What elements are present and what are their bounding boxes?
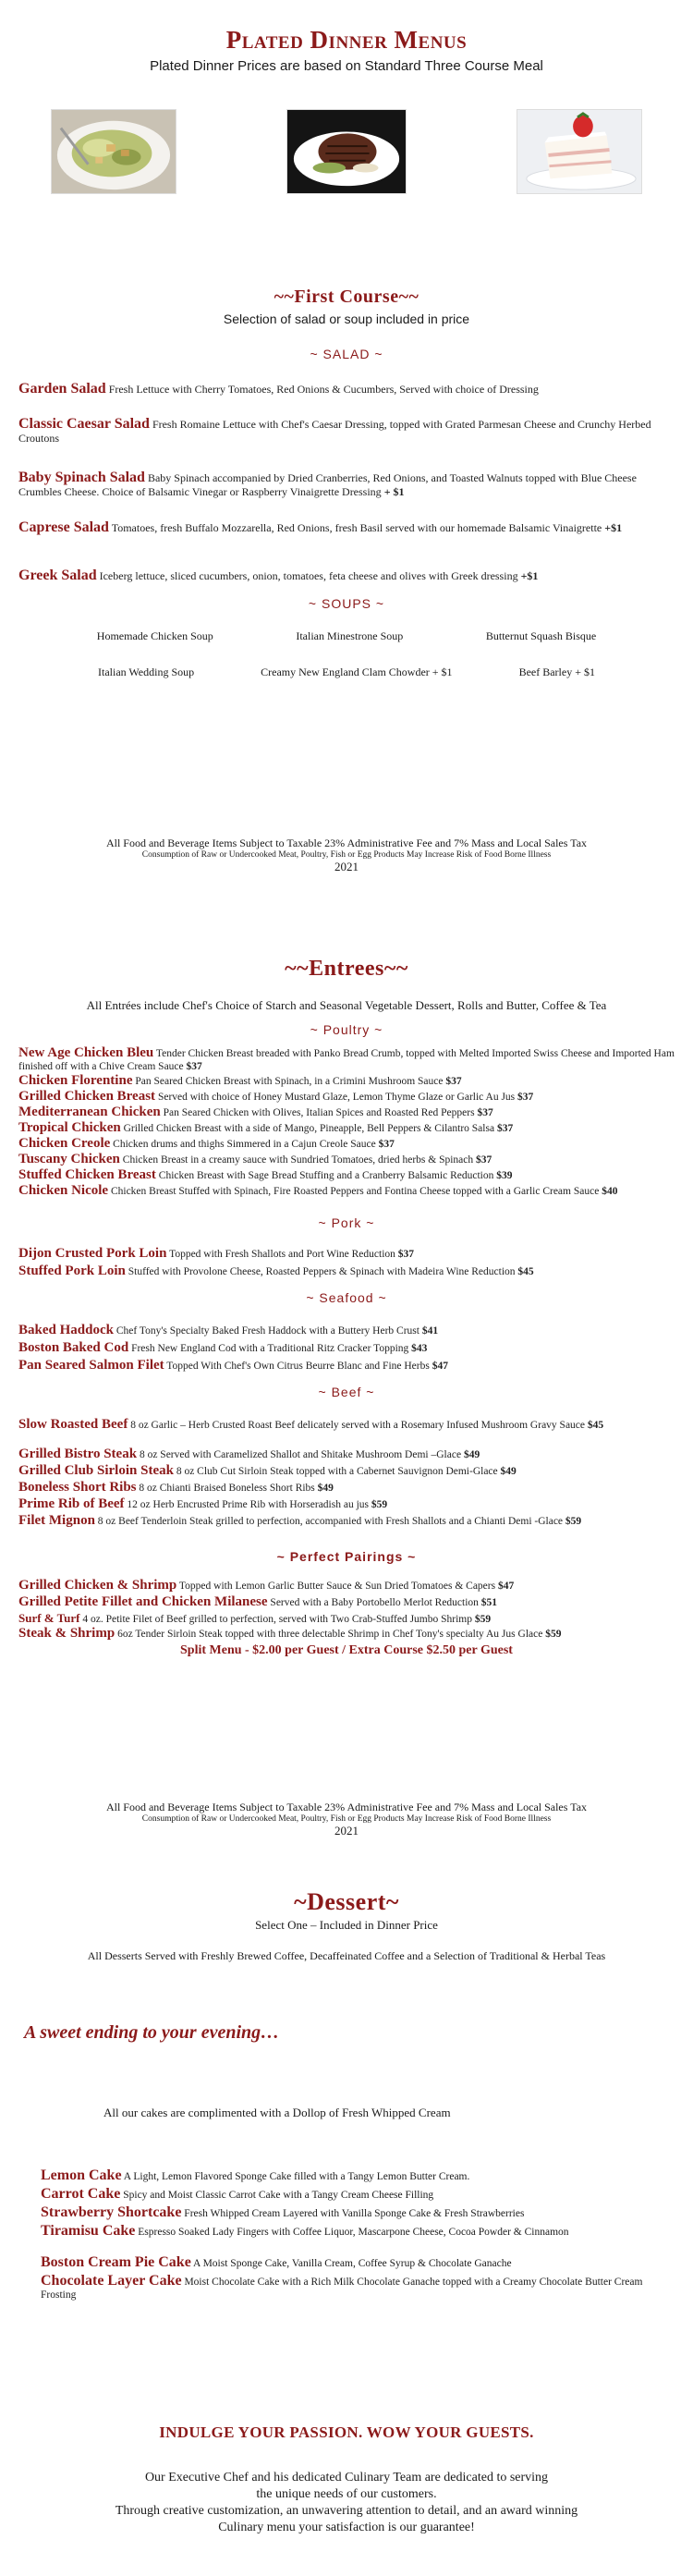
item-desc: Fresh New England Cod with a Traditional Ritz Cracker Topping xyxy=(128,1343,412,1354)
list-item xyxy=(0,1514,693,1549)
item-name: Chicken Creole xyxy=(18,1136,111,1151)
list-item xyxy=(0,1247,693,1264)
item-price: $47 xyxy=(432,1361,448,1372)
dessert-subtitle: Select One – Included in Dinner Price xyxy=(255,1918,438,1932)
closing-section xyxy=(0,2423,693,2536)
item-price: +$1 xyxy=(604,521,623,534)
salad-heading: ~ SALAD ~ xyxy=(310,347,383,361)
poultry-list xyxy=(0,1046,693,1215)
closing-line: Culinary menu your satisfaction is our guarantee! xyxy=(218,2521,475,2534)
list-item xyxy=(0,1447,693,1464)
pork-list xyxy=(0,1247,693,1290)
list-item xyxy=(0,1153,693,1168)
item-desc: Chicken drums and thighs Simmered in a Cajun Creole Sauce xyxy=(110,1139,379,1150)
item-desc: 6oz Tender Sirloin Steak topped with three delectable Shrimp in Chef Tony's specialty Au Jus Glace xyxy=(115,1629,546,1640)
item-name: Carrot Cake xyxy=(41,2186,121,2202)
item-name: Grilled Chicken & Shrimp xyxy=(18,1578,177,1593)
beef-list xyxy=(0,1418,693,1549)
item-price: $39 xyxy=(496,1170,513,1181)
item-price: $37 xyxy=(378,1139,395,1150)
item-price: $37 xyxy=(186,1061,202,1072)
pairings-list xyxy=(0,1579,693,1643)
cake-list xyxy=(0,2169,693,2306)
item-price: $37 xyxy=(517,1092,534,1103)
page-title: Plated Dinner Menus xyxy=(225,26,468,54)
soups-row-1 xyxy=(0,629,693,643)
item-desc: 8 oz Beef Tenderloin Steak grilled to perfection, accompanied with Fresh Shallots and a Chianti Demi -Glace xyxy=(94,1516,565,1527)
item-desc: Tomatoes, fresh Buffalo Mozzarella, Red Onions, fresh Basil served with our homemade Balsamic Vinaigrette xyxy=(108,521,605,534)
item-desc: Topped With Chef's Own Citrus Beurre Blanc and Fine Herbs xyxy=(164,1361,432,1372)
list-item: Italian Wedding Soup xyxy=(98,665,195,678)
list-item: Creamy New England Clam Chowder + $1 xyxy=(261,665,453,678)
item-price: $47 xyxy=(497,1581,515,1592)
item-name: Slow Roasted Beef xyxy=(18,1417,128,1432)
item-desc: Topped with Lemon Garlic Butter Sauce & Sun Dried Tomatoes & Capers xyxy=(176,1581,498,1592)
item-desc: 12 oz Herb Encrusted Prime Rib with Horseradish au jus xyxy=(124,1499,371,1510)
first-course-title: ~~First Course~~ xyxy=(274,287,419,307)
item-name: Tropical Chicken xyxy=(18,1120,121,1135)
item-name: Filet Mignon xyxy=(18,1513,95,1528)
item-desc: 8 oz Chianti Braised Boneless Short Ribs xyxy=(136,1483,318,1494)
food-safety-notice: Consumption of Raw or Undercooked Meat, Poultry, Fish or Egg Products May Increase Risk of Food Borne Illness xyxy=(141,1814,552,1824)
soups-row-2 xyxy=(0,665,693,679)
item-name: Chocolate Layer Cake xyxy=(41,2273,182,2289)
list-item xyxy=(0,1359,693,1385)
list-item xyxy=(0,1418,693,1447)
notice-year: 2021 xyxy=(334,1824,359,1837)
item-price: $37 xyxy=(496,1123,514,1134)
item-name: Dijon Crusted Pork Loin xyxy=(18,1246,167,1261)
seafood-list xyxy=(0,1324,693,1385)
list-item xyxy=(0,1324,693,1341)
item-name: Boston Baked Cod xyxy=(18,1340,129,1355)
item-desc: Fresh Whipped Cream Layered with Vanilla Sponge Cake & Fresh Strawberries xyxy=(181,2208,525,2219)
list-item xyxy=(0,1168,693,1184)
item-name: Tiramisu Cake xyxy=(41,2223,136,2239)
item-name: New Age Chicken Bleu xyxy=(18,1045,154,1060)
dessert-section xyxy=(0,1888,693,1963)
tax-notice-2 xyxy=(0,1801,693,1838)
item-desc: Served with choice of Honey Mustard Glaze, Lemon Thyme Glaze or Garlic Au Jus xyxy=(155,1092,518,1103)
item-name: Lemon Cake xyxy=(41,2167,122,2183)
item-name: Steak & Shrimp xyxy=(18,1626,116,1641)
item-name: Garden Salad xyxy=(18,381,106,397)
item-name: Chicken Florentine xyxy=(18,1073,133,1088)
dessert-title: ~Dessert~ xyxy=(294,1888,399,1915)
item-name: Tuscany Chicken xyxy=(18,1152,120,1166)
item-name: Mediterranean Chicken xyxy=(18,1105,161,1119)
item-price: $40 xyxy=(602,1186,618,1197)
item-desc: 8 oz Club Cut Sirloin Steak topped with a Cabernet Sauvignon Demi-Glace xyxy=(173,1466,501,1477)
item-price: $59 xyxy=(474,1614,492,1625)
list-item xyxy=(0,1184,693,1215)
list-item xyxy=(0,1497,693,1514)
list-item xyxy=(0,1090,693,1105)
item-name: Surf & Turf xyxy=(18,1611,80,1625)
item-desc: Espresso Soaked Lady Fingers with Coffee Liquor, Mascarpone Cheese, Cocoa Powder & Cinnamon xyxy=(135,2227,569,2238)
item-desc: 8 oz Served with Caramelized Shallot and Shitake Mushroom Demi –Glace xyxy=(137,1449,464,1460)
item-desc: 4 oz. Petite Filet of Beef grilled to perfection, served with Two Crab-Stuffed Jumbo Shrimp xyxy=(79,1614,475,1625)
item-name: Pan Seared Salmon Filet xyxy=(18,1358,164,1373)
item-desc: Tender Chicken Breast breaded with Panko Bread Crumb, topped with Melted Imported Swiss Cheese and Imported Ham finished off with a Chive Cream Sauce xyxy=(18,1048,675,1072)
item-price: $49 xyxy=(500,1466,517,1477)
item-name: Baby Spinach Salad xyxy=(18,470,145,485)
food-safety-notice: Consumption of Raw or Undercooked Meat, Poultry, Fish or Egg Products May Increase Risk of Food Borne Illness xyxy=(141,850,552,860)
list-item xyxy=(0,1595,693,1612)
caesar-salad-icon xyxy=(51,109,176,194)
list-item xyxy=(0,2225,693,2256)
salad-list xyxy=(0,382,693,596)
first-course-section xyxy=(0,287,693,679)
item-desc: Baby Spinach accompanied by Dried Cranberries, Red Onions, and Toasted Walnuts topped with Blue Cheese Crumbles Cheese. Choice of Balsamic Vinegar or Raspberry Vinaigrette Dressing xyxy=(18,471,637,498)
item-name: Chicken Nicole xyxy=(18,1183,109,1198)
item-desc: Chicken Breast with Sage Bread Stuffing and a Cranberry Balsamic Reduction xyxy=(155,1170,497,1181)
entrees-section xyxy=(0,957,693,1658)
item-desc: Spicy and Moist Classic Carrot Cake with a Tangy Cream Cheese Filling xyxy=(120,2190,434,2201)
tax-notice-line: All Food and Beverage Items Subject to Taxable 23% Administrative Fee and 7% Mass and Local Sales Tax xyxy=(105,836,588,849)
list-item xyxy=(0,2169,693,2188)
list-item xyxy=(0,1464,693,1481)
item-desc: Stuffed with Provolone Cheese, Roasted Peppers & Spinach with Madeira Wine Reduction xyxy=(125,1266,518,1277)
item-desc: 8 oz Garlic – Herb Crusted Roast Beef delicately served with a Rosemary Infused Mushroom Gravy Sauce xyxy=(128,1420,588,1431)
list-item xyxy=(0,382,693,417)
item-name: Boston Cream Pie Cake xyxy=(41,2254,191,2270)
item-price: +$1 xyxy=(520,569,539,582)
item-name: Classic Caesar Salad xyxy=(18,416,150,432)
page-header xyxy=(0,0,693,74)
item-name: Stuffed Pork Loin xyxy=(18,1264,126,1278)
dessert-tagline-block xyxy=(0,2022,693,2044)
item-name: Boneless Short Ribs xyxy=(18,1480,137,1495)
list-item xyxy=(0,2188,693,2206)
entrees-subtitle: All Entrées include Chef's Choice of Starch and Seasonal Vegetable Dessert, Rolls and Butter, Coffee & Tea xyxy=(86,998,607,1012)
list-item xyxy=(0,1137,693,1153)
list-item xyxy=(0,1046,693,1074)
item-price: $59 xyxy=(545,1629,562,1640)
item-price: $37 xyxy=(445,1076,462,1087)
photo-row xyxy=(0,109,693,194)
item-price: $49 xyxy=(463,1449,480,1460)
list-item: Butternut Squash Bisque xyxy=(485,629,597,642)
list-item xyxy=(0,1105,693,1121)
list-item xyxy=(0,1579,693,1595)
entrees-title: ~~Entrees~~ xyxy=(285,957,408,981)
pairings-heading: ~ Perfect Pairings ~ xyxy=(276,1549,417,1564)
item-desc: Pan Seared Chicken with Olives, Italian Spices and Roasted Red Peppers xyxy=(160,1107,478,1118)
item-name: Caprese Salad xyxy=(18,519,109,535)
item-desc: Chef Tony's Specialty Baked Fresh Haddock with a Buttery Herb Crust xyxy=(113,1325,422,1337)
item-name: Grilled Petite Fillet and Chicken Milanese xyxy=(18,1594,268,1609)
list-item xyxy=(0,1264,693,1290)
item-price: $59 xyxy=(565,1516,582,1527)
list-item xyxy=(0,2256,693,2275)
first-course-subtitle: Selection of salad or soup included in price xyxy=(223,311,470,326)
poultry-heading: ~ Poultry ~ xyxy=(310,1022,383,1037)
list-item xyxy=(0,520,693,568)
item-price: $59 xyxy=(371,1499,388,1510)
item-price: $43 xyxy=(411,1343,428,1354)
tax-notice-line: All Food and Beverage Items Subject to Taxable 23% Administrative Fee and 7% Mass and Local Sales Tax xyxy=(105,1801,588,1813)
closing-headline: INDULGE YOUR PASSION. WOW YOUR GUESTS. xyxy=(159,2423,534,2441)
beef-heading: ~ Beef ~ xyxy=(318,1385,375,1399)
list-item: Homemade Chicken Soup xyxy=(96,629,213,642)
list-item: Beef Barley + $1 xyxy=(518,665,595,678)
closing-line: Our Executive Chef and his dedicated Culinary Team are dedicated to serving xyxy=(144,2471,549,2484)
item-name: Prime Rib of Beef xyxy=(18,1496,125,1511)
item-desc: Fresh Lettuce with Cherry Tomatoes, Red Onions & Cucumbers, Served with choice of Dressing xyxy=(105,383,539,396)
list-item xyxy=(0,417,693,470)
item-price: $45 xyxy=(517,1266,534,1277)
item-desc: A Moist Sponge Cake, Vanilla Cream, Coffee Syrup & Chocolate Ganache xyxy=(190,2258,512,2269)
item-name: Strawberry Shortcake xyxy=(41,2204,182,2220)
item-desc: Topped with Fresh Shallots and Port Wine Reduction xyxy=(166,1249,398,1260)
item-desc: Chicken Breast in a creamy sauce with Sundried Tomatoes, dried herbs & Spinach xyxy=(119,1154,476,1166)
pork-heading: ~ Pork ~ xyxy=(318,1215,375,1230)
page-subtitle: Plated Dinner Prices are based on Standard Three Course Meal xyxy=(150,58,543,74)
item-name: Grilled Bistro Steak xyxy=(18,1447,138,1461)
steak-dinner-icon xyxy=(286,109,407,194)
tax-notice xyxy=(0,836,693,874)
list-item xyxy=(0,1612,693,1627)
list-item xyxy=(0,568,693,596)
item-price: $49 xyxy=(317,1483,334,1494)
seafood-heading: ~ Seafood ~ xyxy=(306,1290,387,1305)
strawberry-cake-icon xyxy=(517,109,642,194)
soups-heading: ~ SOUPS ~ xyxy=(308,596,385,611)
item-price: $37 xyxy=(476,1154,492,1166)
item-name: Stuffed Chicken Breast xyxy=(18,1167,156,1182)
item-name: Grilled Chicken Breast xyxy=(18,1089,156,1104)
item-desc: A Light, Lemon Flavored Sponge Cake filled with a Tangy Lemon Butter Cream. xyxy=(121,2171,470,2182)
item-desc: Grilled Chicken Breast with a side of Mango, Pineapple, Bell Peppers & Cilantro Salsa xyxy=(120,1123,497,1134)
item-price: + $1 xyxy=(383,485,405,498)
item-desc: Fresh Romaine Lettuce with Chef's Caesar Dressing, topped with Grated Parmesan Cheese and Crunchy Herbed Croutons xyxy=(18,418,651,445)
item-desc: Pan Seared Chicken Breast with Spinach, in a Crimini Mushroom Sauce xyxy=(132,1076,446,1087)
item-price: $37 xyxy=(477,1107,493,1118)
item-name: Baked Haddock xyxy=(18,1323,114,1337)
item-name: Grilled Club Sirloin Steak xyxy=(18,1463,174,1478)
list-item: Italian Minestrone Soup xyxy=(296,629,404,642)
dessert-note: All Desserts Served with Freshly Brewed Coffee, Decaffeinated Coffee and a Selection of Traditional & Herbal Teas xyxy=(87,1949,606,1962)
list-item xyxy=(0,1341,693,1359)
item-desc: Chicken Breast Stuffed with Spinach, Fire Roasted Peppers and Fontina Cheese topped with a Garlic Cream Sauce xyxy=(108,1186,602,1197)
whipped-note-block xyxy=(0,2106,693,2120)
whipped-cream-note: All our cakes are complimented with a Dollop of Fresh Whipped Cream xyxy=(103,2106,451,2119)
closing-line: the unique needs of our customers. xyxy=(256,2487,437,2501)
item-name: Greek Salad xyxy=(18,568,97,583)
split-menu-note: Split Menu - $2.00 per Guest / Extra Course $2.50 per Guest xyxy=(180,1643,513,1657)
item-desc: Iceberg lettuce, sliced cucumbers, onion, tomatoes, feta cheese and olives with Greek dressing xyxy=(96,569,521,582)
list-item xyxy=(0,2206,693,2225)
dessert-tagline: A sweet ending to your evening… xyxy=(24,2022,280,2043)
item-price: $45 xyxy=(587,1420,604,1431)
item-desc: Served with a Baby Portobello Merlot Reduction xyxy=(267,1597,481,1608)
item-desc: Moist Chocolate Cake with a Rich Milk Chocolate Ganache topped with a Creamy Chocolate Butter Cream Frosting xyxy=(41,2277,643,2301)
notice-year: 2021 xyxy=(334,860,359,873)
item-price: $51 xyxy=(480,1597,498,1608)
item-price: $41 xyxy=(421,1325,439,1337)
list-item xyxy=(0,1481,693,1497)
list-item xyxy=(0,1121,693,1137)
list-item xyxy=(0,470,693,520)
item-price: $37 xyxy=(397,1249,415,1260)
list-item xyxy=(0,2275,693,2306)
closing-line: Through creative customization, an unwavering attention to detail, and an award winning xyxy=(115,2504,578,2518)
list-item xyxy=(0,1627,693,1643)
list-item xyxy=(0,1074,693,1090)
